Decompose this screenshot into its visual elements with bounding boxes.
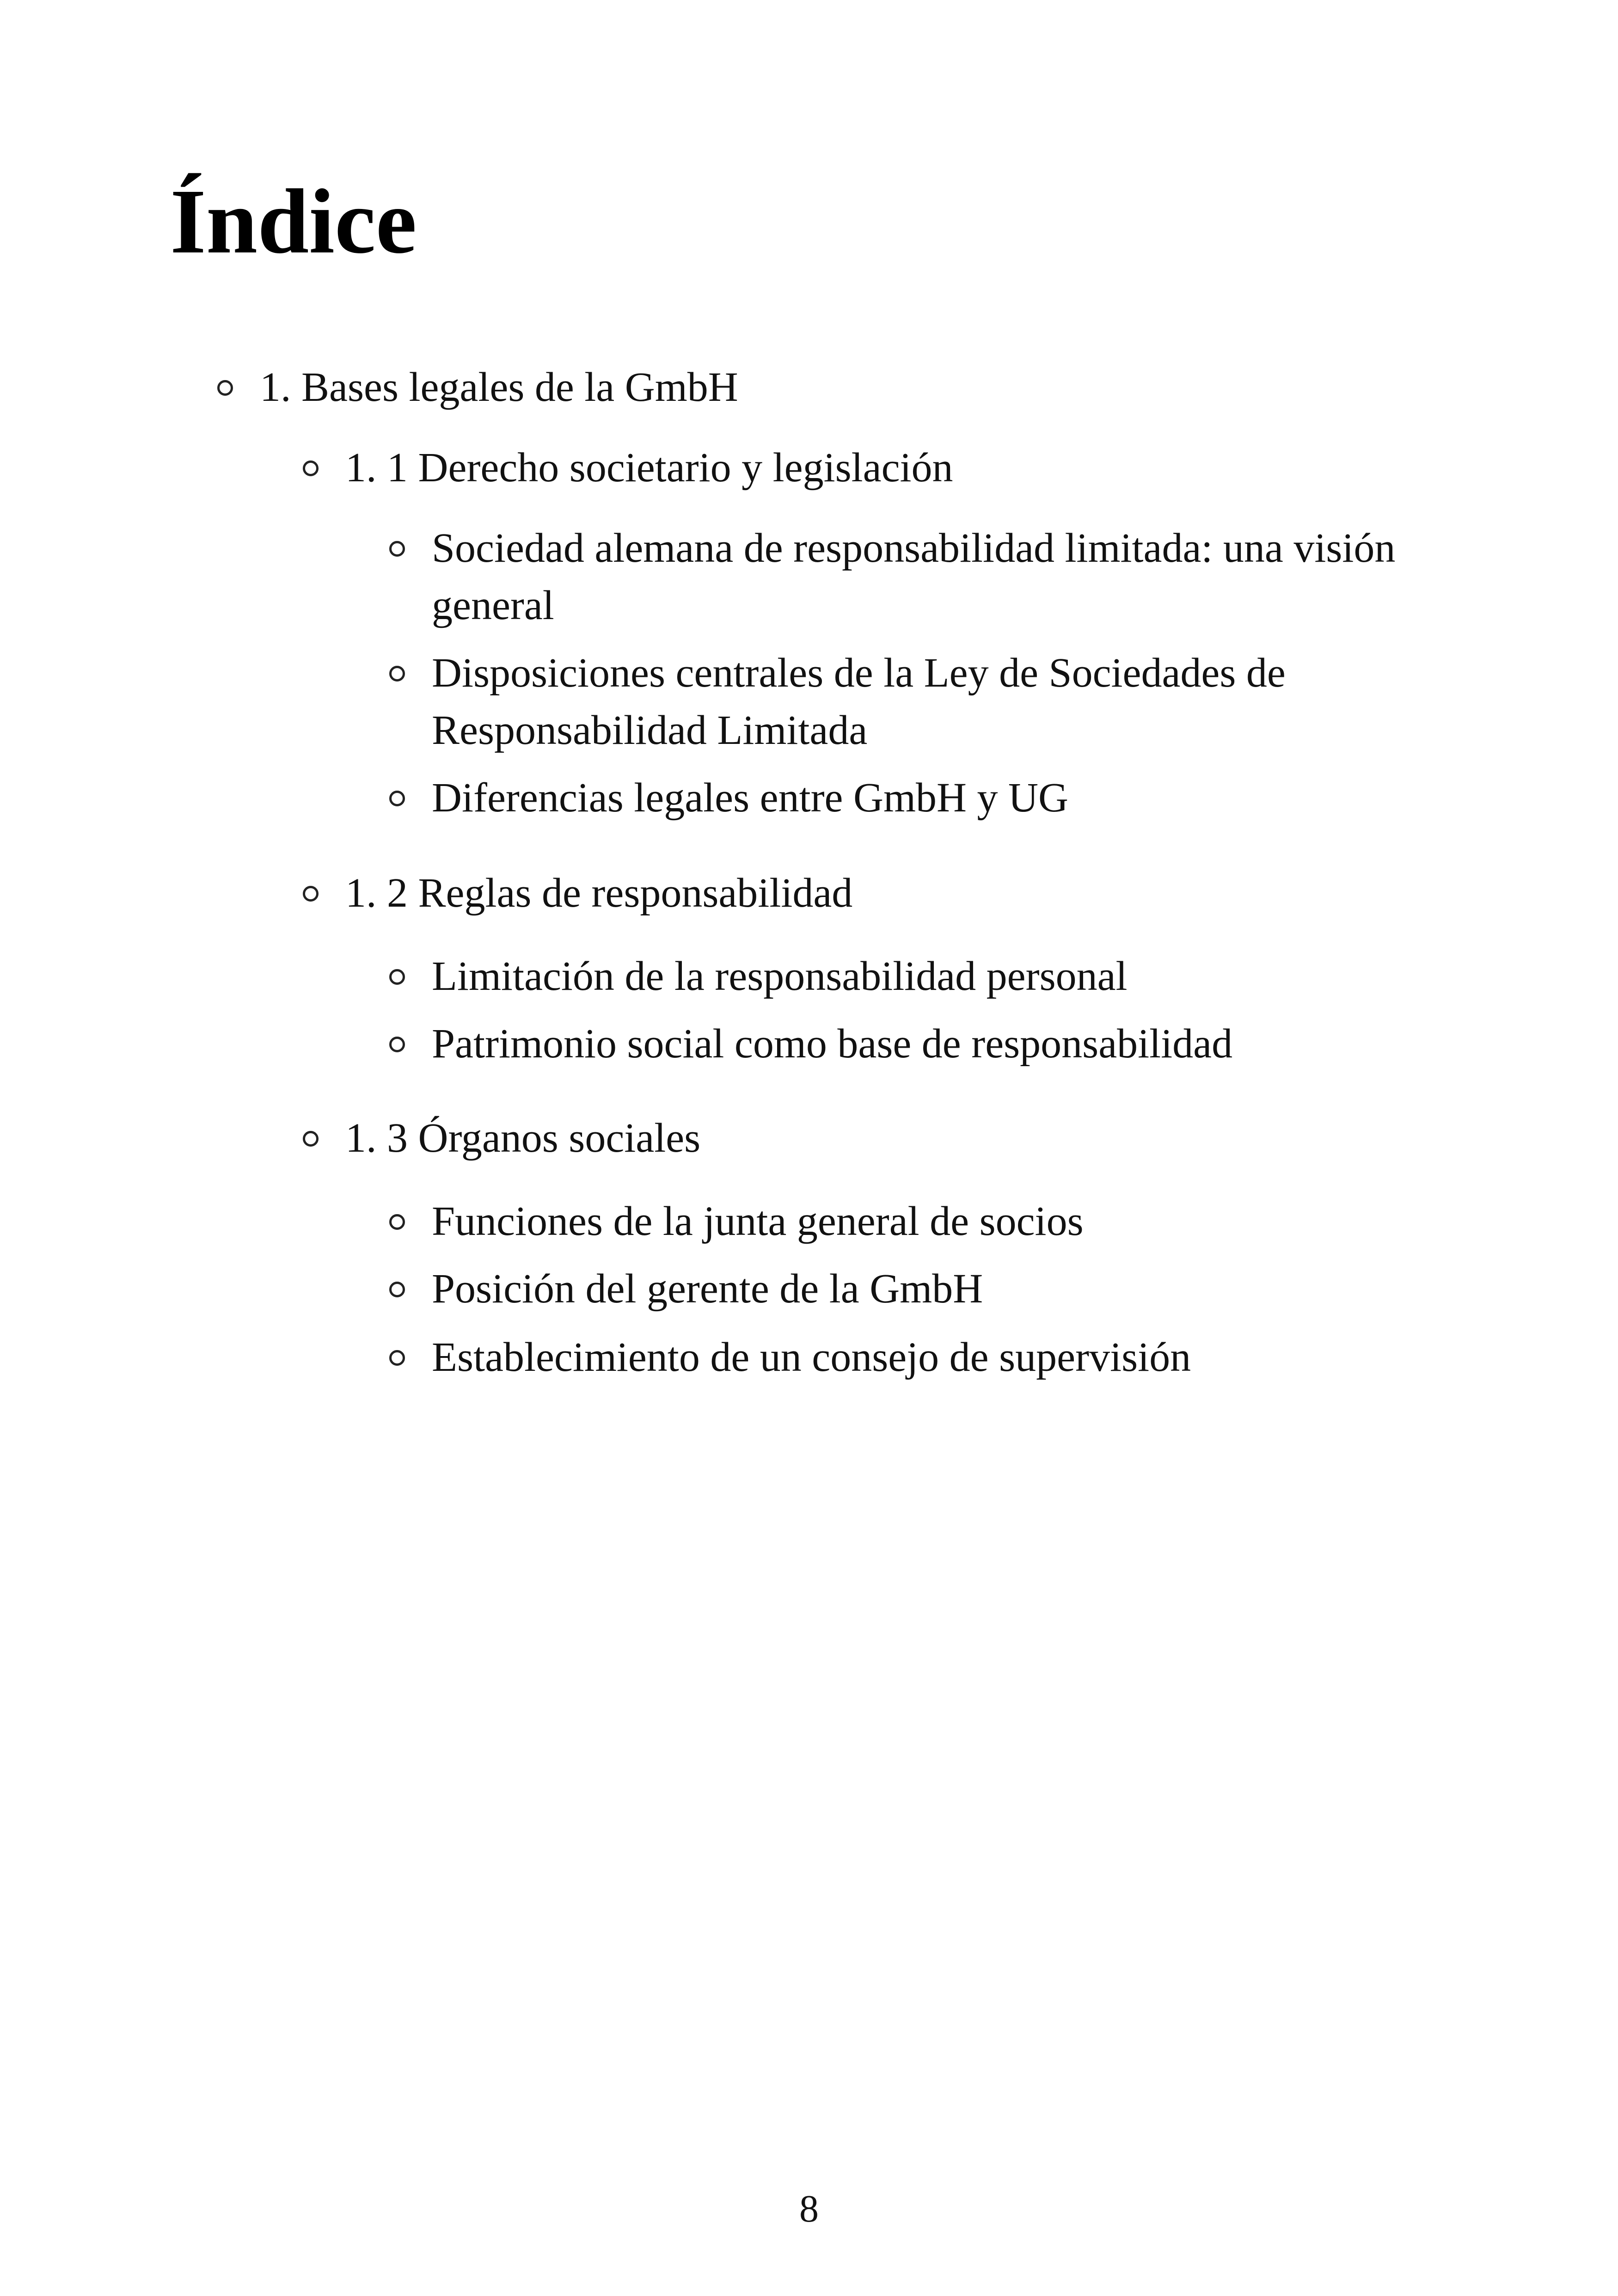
- circle-bullet-icon: [389, 666, 405, 681]
- circle-bullet-icon: [389, 1214, 405, 1230]
- toc-entry-subsection[interactable]: [389, 1193, 1495, 1250]
- toc-entry-subsection[interactable]: [389, 1260, 1495, 1318]
- circle-bullet-icon: [389, 541, 405, 557]
- toc-entry-label: Funciones de la junta general de socios: [432, 1198, 1084, 1244]
- toc-entry-section-1-2[interactable]: [303, 865, 852, 922]
- toc-entry-chapter-1[interactable]: [217, 359, 738, 416]
- circle-bullet-icon: [389, 1282, 405, 1297]
- toc-entry-label: Establecimiento de un consejo de supervisión: [432, 1334, 1191, 1380]
- toc-entry-label: Disposiciones centrales de la Ley de Sociedades de Responsabilidad Limitada: [432, 650, 1286, 753]
- circle-bullet-icon: [217, 380, 233, 396]
- toc-entry-subsection[interactable]: [389, 769, 1495, 827]
- toc-entry-label: 1. 1 Derecho societario y legislación: [345, 445, 953, 491]
- circle-bullet-icon: [389, 1037, 405, 1052]
- toc-entry-label: Patrimonio social como base de responsabilidad: [432, 1021, 1233, 1067]
- toc-entry-subsection[interactable]: [389, 645, 1495, 759]
- page-title: Índice: [170, 171, 417, 273]
- circle-bullet-icon: [303, 1131, 319, 1147]
- toc-entry-subsection[interactable]: [389, 1329, 1495, 1386]
- toc-entry-label: Posición del gerente de la GmbH: [432, 1266, 983, 1312]
- toc-entry-subsection[interactable]: [389, 520, 1495, 634]
- toc-entry-label: Limitación de la responsabilidad personal: [432, 953, 1128, 999]
- toc-entry-label: 1. Bases legales de la GmbH: [260, 364, 738, 410]
- circle-bullet-icon: [303, 886, 319, 902]
- toc-entry-section-1-3[interactable]: [303, 1110, 700, 1167]
- toc-entry-subsection[interactable]: [389, 1015, 1495, 1073]
- toc-entry-label: Sociedad alemana de responsabilidad limitada: una visión general: [432, 525, 1396, 628]
- toc-entry-section-1-1[interactable]: [303, 439, 953, 497]
- circle-bullet-icon: [389, 791, 405, 806]
- circle-bullet-icon: [303, 460, 319, 476]
- page-number: 8: [799, 2187, 819, 2230]
- circle-bullet-icon: [389, 1350, 405, 1366]
- toc-entry-label: 1. 3 Órganos sociales: [345, 1115, 701, 1161]
- toc-entry-subsection[interactable]: [389, 948, 1495, 1005]
- circle-bullet-icon: [389, 969, 405, 985]
- toc-entry-label: 1. 2 Reglas de responsabilidad: [345, 870, 853, 916]
- toc-entry-label: Diferencias legales entre GmbH y UG: [432, 775, 1068, 821]
